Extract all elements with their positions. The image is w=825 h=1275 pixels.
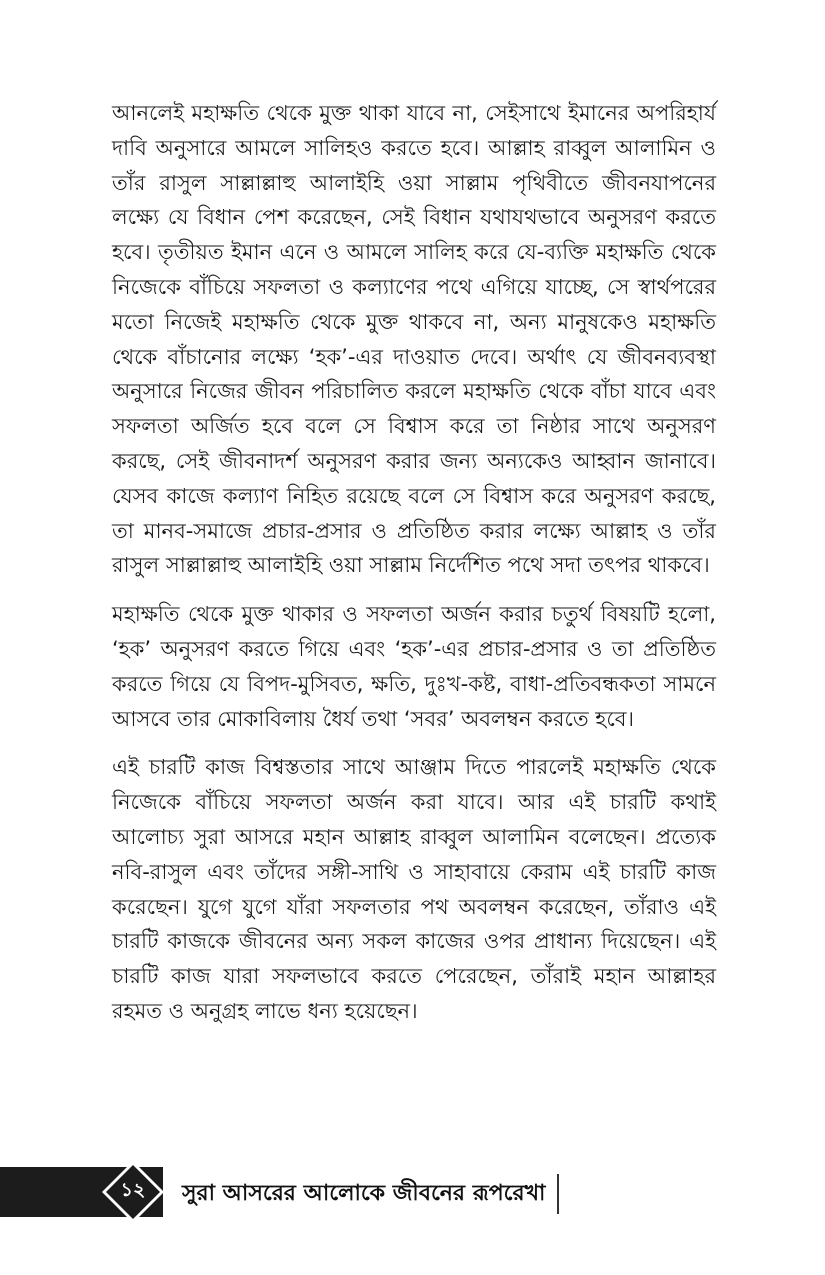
page-number: ১২ (120, 1179, 146, 1201)
body-paragraph-3: এই চারটি কাজ বিশ্বস্ততার সাথে আঞ্জাম দিতে পারলেই মহাক্ষতি থেকে নিজেকে বাঁচিয়ে সফলতা অর্জন করা যাবে। আর এই চারটি কথাই আলোচ্য সুরা আসরে মহান আল্লাহ রাব্বুল আলামিন বলেছেন। প্রত্যেক নবি-রাসুল এবং তাঁদের সঙ্গী-সাথি ও সাহাবায়ে কেরাম এই চারটি কাজ করেছেন। যুগে যুগে যাঁরা সফলতার পথ অবলম্বন করেছেন, তাঁরাও এই চারটি কাজকে জীবনের অন্য সকল কাজের ওপর প্রাধান্য দিয়েছেন। এই চারটি কাজ যারা সফলভাবে করতে পেরেছেন, তাঁরাই মহান আল্লাহর রহমত ও অনুগ্রহ লাভে ধন্য হয়েছেন। (112, 755, 716, 1023)
page-body (112, 96, 716, 1043)
title-divider (557, 1174, 559, 1214)
body-paragraph-2: মহাক্ষতি থেকে মুক্ত থাকার ও সফলতা অর্জন করার চতুর্থ বিষয়টি হলো, ‘হক’ অনুসরণ করতে গিয়ে এবং ‘হক’-এর প্রচার-প্রসার ও তা প্রতিষ্ঠিত করতে গিয়ে যে বিপদ-মুসিবত, ক্ষতি, দুঃখ-কষ্ট, বাধা-প্রতিবন্ধকতা সামনে আসবে তার মোকাবিলায় ধৈর্য তথা ‘সবর’ অবলম্বন করতে হবে। (112, 602, 716, 731)
page-footer (0, 1158, 825, 1228)
body-paragraph-1: আনলেই মহাক্ষতি থেকে মুক্ত থাকা যাবে না, সেইসাথে ইমানের অপরিহার্য দাবি অনুসারে আমলে সালিহও করতে হবে। আল্লাহ রাব্বুল আলামিন ও তাঁর রাসুল সাল্লাল্লাহু আলাইহি ওয়া সাল্লাম পৃথিবীতে জীবনযাপনের লক্ষ্যে যে বিধান পেশ করেছেন, সেই বিধান যথাযথভাবে অনুসরণ করতে হবে। তৃতীয়ত ইমান এনে ও আমলে সালিহ করে যে-ব্যক্তি মহাক্ষতি থেকে নিজেকে বাঁচিয়ে সফলতা ও কল্যাণের পথে এগিয়ে যাচ্ছে, সে স্বার্থপরের মতো নিজেই মহাক্ষতি থেকে মুক্ত থাকবে না, অন্য মানুষকেও মহাক্ষতি থেকে বাঁচানোর লক্ষ্যে ‘হক’-এর দাওয়াত দেবে। অর্থাৎ যে জীবনব্যবস্থা অনুসারে নিজের জীবন পরিচালিত করলে মহাক্ষতি থেকে বাঁচা যাবে এবং সফলতা অর্জিত হবে বলে সে বিশ্বাস করে তা নিষ্ঠার সাথে অনুসরণ করছে, সেই জীবনাদর্শ অনুসরণ করার জন্য অন্যকেও আহ্বান জানাবে। যেসব কাজে কল্যাণ নিহিত রয়েছে বলে সে বিশ্বাস করে অনুসরণ করছে, তা মানব-সমাজে প্রচার-প্রসার ও প্রতিষ্ঠিত করার লক্ষ্যে আল্লাহ ও তাঁর রাসুল সাল্লাল্লাহু আলাইহি ওয়া সাল্লাম নির্দেশিত পথে সদা তৎপর থাকবে। (112, 101, 716, 578)
running-title: সুরা আসরের আলোকে জীবনের রূপরেখা (182, 1181, 546, 1206)
